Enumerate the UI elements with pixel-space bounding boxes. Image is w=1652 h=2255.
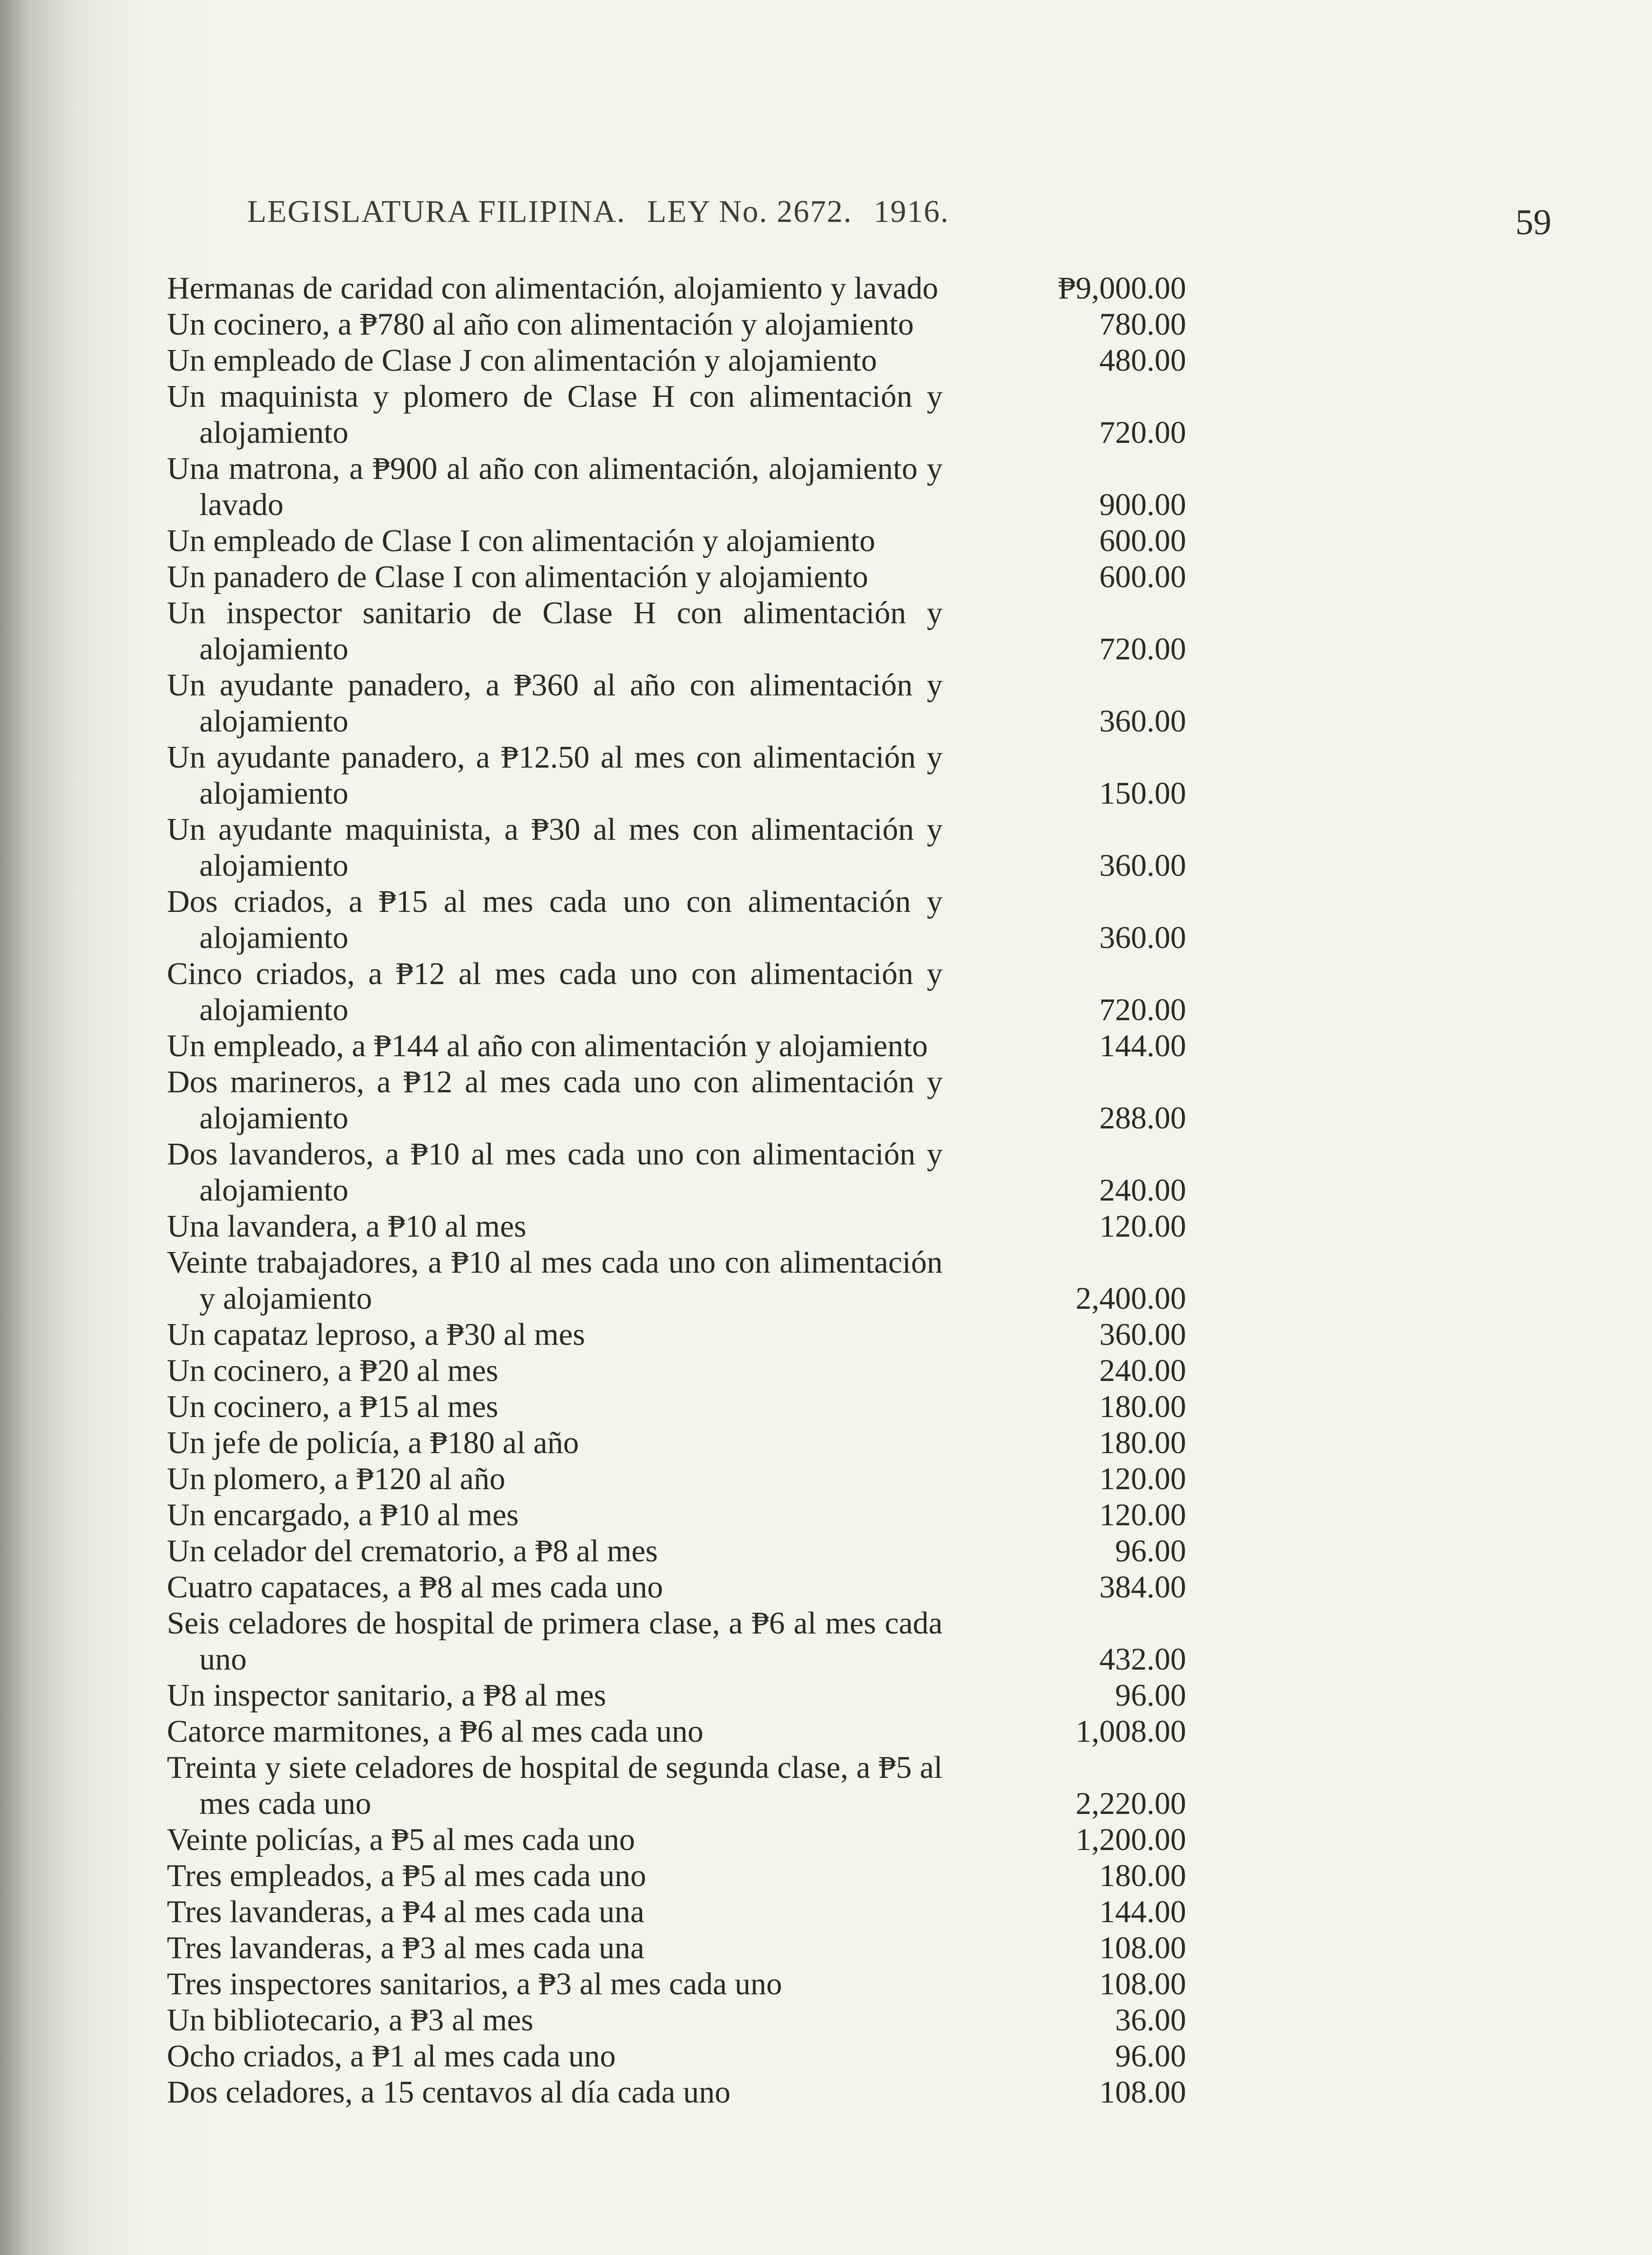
entry-amount: 108.00 [1099, 1967, 1186, 2002]
entry-description: Un inspector sanitario de Clase H con alimentación y alojamiento [167, 596, 943, 667]
header-year: 1916. [874, 194, 949, 229]
entry-description: Un bibliotecario, a ₱3 al mes [167, 2003, 534, 2038]
entry-description: Tres empleados, a ₱5 al mes cada uno [167, 1859, 646, 1893]
running-header [247, 194, 962, 230]
entry-description: Veinte trabajadores, a ₱10 al mes cada uno con alimentación y alojamiento [167, 1245, 943, 1316]
entry-amount: 384.00 [1099, 1570, 1186, 1605]
ledger-entry [167, 884, 1186, 956]
ledger-entry [167, 1353, 1186, 1389]
entry-amount: 720.00 [1099, 632, 1186, 667]
ledger-entry [167, 1245, 1186, 1317]
entry-amount: 600.00 [1099, 560, 1186, 594]
entry-amount: 240.00 [1099, 1353, 1186, 1388]
entry-description: Un encargado, a ₱10 al mes [167, 1498, 519, 1532]
ledger-entry [167, 1317, 1186, 1353]
entry-description: Un cocinero, a ₱15 al mes [167, 1390, 498, 1424]
entry-description: Un jefe de policía, a ₱180 al año [167, 1426, 579, 1460]
ledger-entry [167, 307, 1186, 343]
ledger-entry [167, 740, 1186, 812]
entry-description: Dos marineros, a ₱12 al mes cada uno con alimentación y alojamiento [167, 1065, 943, 1136]
ledger-entry [167, 379, 1186, 451]
ledger-entry [167, 523, 1186, 559]
entry-description: Un panadero de Clase I con alimentación y alojamiento [167, 560, 869, 594]
ledger-entry [167, 451, 1186, 523]
ledger-entry [167, 1678, 1186, 1714]
entry-amount: 1,200.00 [1076, 1822, 1186, 1857]
ledger-entry [167, 2075, 1186, 2111]
entry-description: Un ayudante maquinista, a ₱30 al mes con alimentación y alojamiento [167, 812, 943, 883]
entry-amount: 360.00 [1099, 704, 1186, 739]
entry-amount: ₱9,000.00 [1058, 271, 1186, 306]
appropriation-list [167, 271, 1186, 2111]
entry-amount: 360.00 [1099, 920, 1186, 955]
ledger-entry [167, 1930, 1186, 1966]
entry-amount: 432.00 [1099, 1642, 1186, 1677]
ledger-entry [167, 595, 1186, 667]
entry-amount: 120.00 [1099, 1498, 1186, 1532]
ledger-entry [167, 1606, 1186, 1678]
entry-amount: 360.00 [1099, 848, 1186, 883]
entry-amount: 96.00 [1115, 2039, 1186, 2074]
entry-amount: 180.00 [1099, 1426, 1186, 1460]
ledger-entry [167, 1822, 1186, 1858]
ledger-entry [167, 559, 1186, 595]
entry-amount: 240.00 [1099, 1173, 1186, 1208]
entry-description: Seis celadores de hospital de primera clase, a ₱6 al mes cada uno [167, 1606, 943, 1677]
ledger-entry [167, 1497, 1186, 1533]
ledger-entry [167, 1028, 1186, 1064]
entry-amount: 180.00 [1099, 1390, 1186, 1424]
ledger-entry [167, 1137, 1186, 1209]
ledger-entry [167, 1894, 1186, 1930]
entry-description: Cinco criados, a ₱12 al mes cada uno con alimentación y alojamiento [167, 957, 943, 1027]
ledger-entry [167, 667, 1186, 740]
entry-amount: 108.00 [1099, 2075, 1186, 2110]
ledger-entry [167, 1714, 1186, 1750]
entry-amount: 2,400.00 [1076, 1281, 1186, 1316]
entry-description: Dos lavanderos, a ₱10 al mes cada uno con alimentación y alojamiento [167, 1137, 943, 1208]
entry-amount: 144.00 [1099, 1895, 1186, 1929]
ledger-entry [167, 1389, 1186, 1425]
entry-amount: 108.00 [1099, 1931, 1186, 1965]
entry-description: Tres lavanderas, a ₱4 al mes cada una [167, 1895, 644, 1929]
ledger-entry [167, 2002, 1186, 2039]
ledger-entry [167, 1858, 1186, 1894]
entry-description: Un maquinista y plomero de Clase H con alimentación y alojamiento [167, 379, 943, 450]
entry-amount: 144.00 [1099, 1029, 1186, 1063]
entry-amount: 96.00 [1115, 1534, 1186, 1569]
entry-amount: 1,008.00 [1076, 1714, 1186, 1749]
ledger-entry [167, 2039, 1186, 2075]
entry-amount: 780.00 [1099, 307, 1186, 342]
entry-amount: 720.00 [1099, 415, 1186, 450]
entry-description: Un capataz leproso, a ₱30 al mes [167, 1317, 585, 1352]
header-law: LEY No. 2672. [647, 194, 852, 229]
ledger-entry [167, 271, 1186, 307]
entry-amount: 480.00 [1099, 343, 1186, 378]
entry-description: Tres inspectores sanitarios, a ₱3 al mes cada uno [167, 1967, 782, 2002]
entry-description: Un empleado, a ₱144 al año con alimentación y alojamiento [167, 1029, 928, 1063]
entry-description: Una matrona, a ₱900 al año con alimentación, alojamiento y lavado [167, 451, 943, 522]
entry-description: Una lavandera, a ₱10 al mes [167, 1209, 526, 1244]
entry-description: Dos celadores, a 15 centavos al día cada uno [167, 2075, 731, 2110]
entry-description: Dos criados, a ₱15 al mes cada uno con alimentación y alojamiento [167, 884, 943, 955]
ledger-entry [167, 1750, 1186, 1822]
entry-amount: 36.00 [1115, 2003, 1186, 2038]
entry-description: Un empleado de Clase J con alimentación y alojamiento [167, 343, 877, 378]
entry-description: Un plomero, a ₱120 al año [167, 1462, 506, 1496]
entry-description: Un ayudante panadero, a ₱12.50 al mes con alimentación y alojamiento [167, 740, 943, 811]
entry-amount: 2,220.00 [1076, 1786, 1186, 1821]
ledger-entry [167, 1064, 1186, 1137]
entry-description: Ocho criados, a ₱1 al mes cada uno [167, 2039, 616, 2074]
entry-amount: 120.00 [1099, 1209, 1186, 1244]
ledger-entry [167, 1209, 1186, 1245]
entry-amount: 180.00 [1099, 1859, 1186, 1893]
entry-description: Un ayudante panadero, a ₱360 al año con alimentación y alojamiento [167, 668, 943, 739]
entry-amount: 900.00 [1099, 488, 1186, 522]
header-publication: LEGISLATURA FILIPINA. [247, 194, 626, 229]
entry-amount: 96.00 [1115, 1678, 1186, 1713]
entry-amount: 288.00 [1099, 1101, 1186, 1136]
entry-description: Un empleado de Clase I con alimentación y alojamiento [167, 524, 875, 558]
ledger-entry [167, 1425, 1186, 1461]
entry-description: Un cocinero, a ₱780 al año con alimentación y alojamiento [167, 307, 914, 342]
page-number: 59 [1515, 202, 1551, 242]
entry-amount: 360.00 [1099, 1317, 1186, 1352]
entry-description: Un celador del crematorio, a ₱8 al mes [167, 1534, 658, 1569]
entry-amount: 120.00 [1099, 1462, 1186, 1496]
ledger-entry [167, 1533, 1186, 1569]
entry-amount: 600.00 [1099, 524, 1186, 558]
entry-amount: 150.00 [1099, 776, 1186, 811]
entry-description: Hermanas de caridad con alimentación, alojamiento y lavado [167, 271, 939, 306]
ledger-entry [167, 1569, 1186, 1606]
ledger-entry [167, 812, 1186, 884]
entry-description: Treinta y siete celadores de hospital de segunda clase, a ₱5 al mes cada uno [167, 1750, 943, 1821]
entry-description: Veinte policías, a ₱5 al mes cada uno [167, 1822, 635, 1857]
ledger-entry [167, 343, 1186, 379]
ledger-entry [167, 956, 1186, 1028]
entry-amount: 720.00 [1099, 993, 1186, 1027]
ledger-entry [167, 1461, 1186, 1497]
entry-description: Tres lavanderas, a ₱3 al mes cada una [167, 1931, 644, 1965]
ledger-entry [167, 1966, 1186, 2002]
entry-description: Catorce marmitones, a ₱6 al mes cada uno [167, 1714, 704, 1749]
entry-description: Un cocinero, a ₱20 al mes [167, 1353, 498, 1388]
entry-description: Un inspector sanitario, a ₱8 al mes [167, 1678, 606, 1713]
entry-description: Cuatro capataces, a ₱8 al mes cada uno [167, 1570, 663, 1605]
